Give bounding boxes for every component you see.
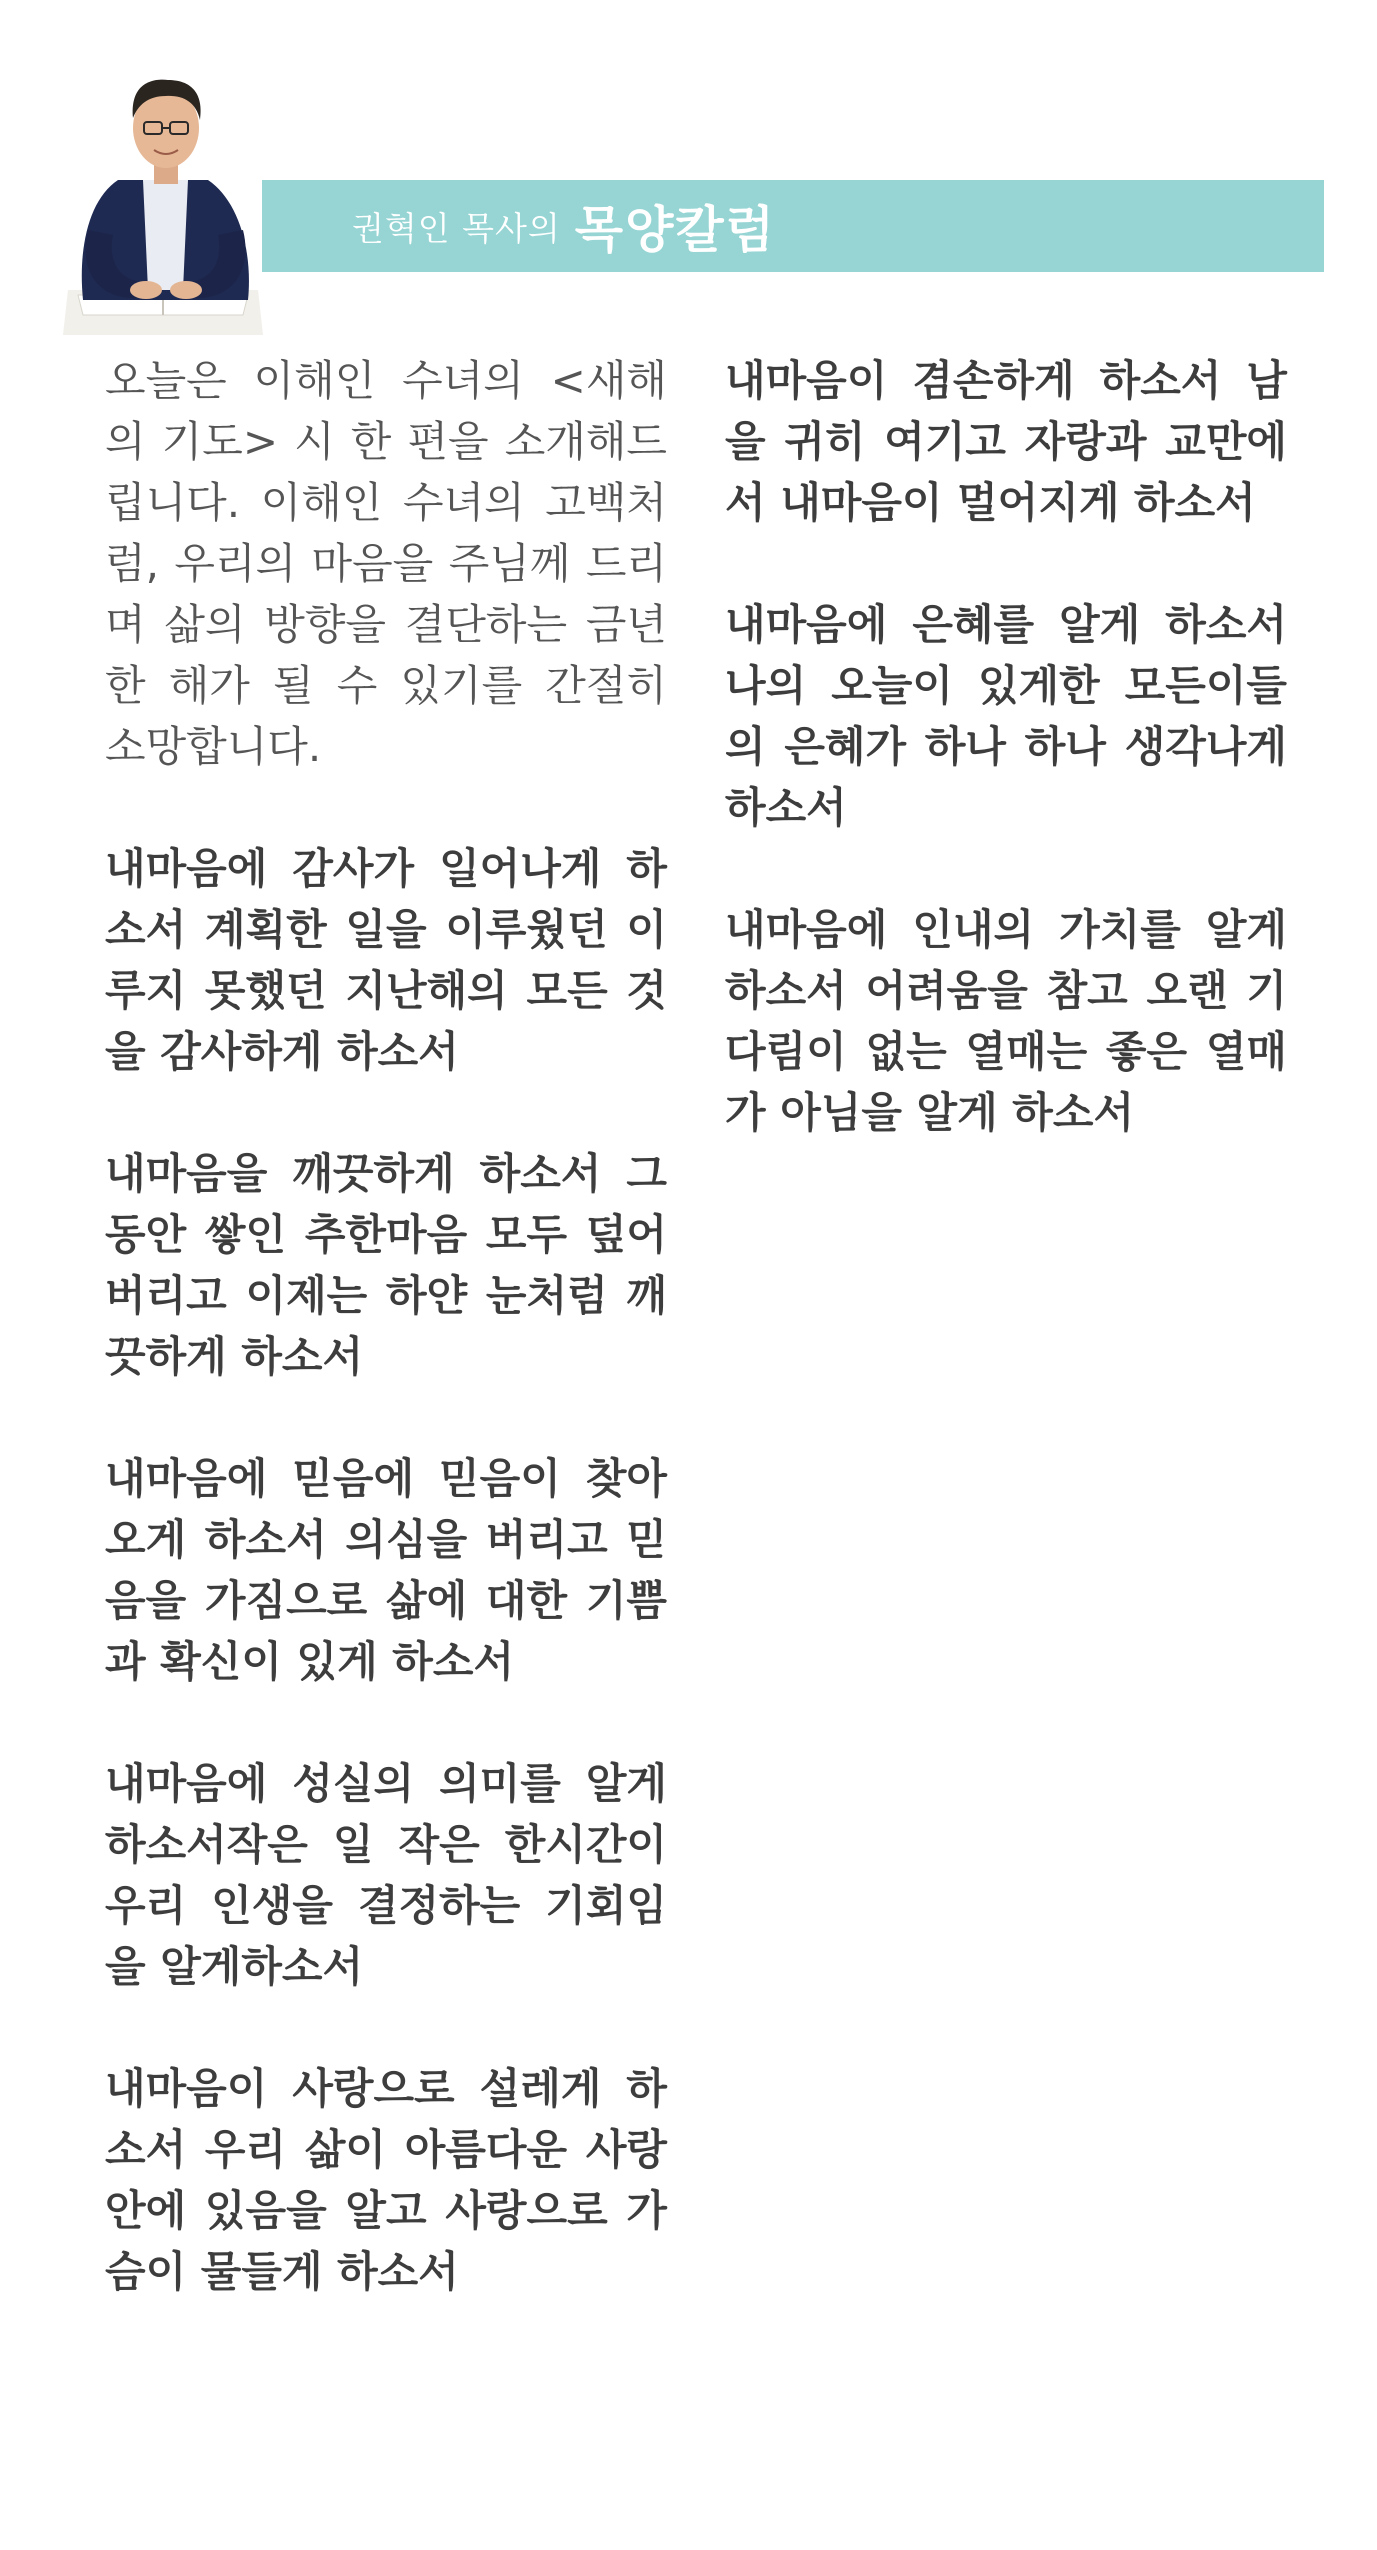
prayer-clean-heart: 내마음을 깨끗하게 하소서 그동안 쌓인 추한마음 모두 덮어버리고 이제는 하얀 눈처럼 깨끗하게 하소서 [105,1149,667,1381]
pastor-portrait-icon [58,50,273,335]
column-subtitle: 권혁인 목사의 [352,208,561,248]
prayer-love: 내마음이 사랑으로 설레게 하소서 우리 삶이 아름다운 사랑안에 있음을 알고 사랑으로 가슴이 물들게 하소서 [105,2064,667,2296]
prayer-sincerity: 내마음에 성실의 의미를 알게 하소서작은 일 작은 한시간이 우리 인생을 결정하는 기회임을 알게하소서 [105,1759,667,1991]
prayer-gratitude: 내마음에 감사가 일어나게 하소서 계획한 일을 이루웠던 이루지 못했던 지난해의 모든 것을 감사하게 하소서 [105,844,667,1076]
left-column [105,350,667,2363]
intro-paragraph: 오늘은 이해인 수녀의 <새해의 기도> 시 한 편을 소개해드립니다. 이해인 수녀의 고백처럼, 우리의 마음을 주님께 드리며 삶의 방향을 결단하는 금년 한 해가 될 수 있기를 간절히 소망합니다. [105,356,667,771]
column-title [352,180,776,272]
right-column [725,350,1287,1204]
column-name: 목양칼럼 [574,200,776,259]
prayer-humility: 내마음이 겸손하게 하소서 남을 귀히 여기고 자랑과 교만에서 내마음이 멀어지게 하소서 [725,356,1287,527]
prayer-grace: 내마음에 은혜를 알게 하소서 나의 오늘이 있게한 모든이들의 은혜가 하나 하나 생각나게 하소서 [725,600,1287,832]
prayer-patience: 내마음에 인내의 가치를 알게 하소서 어려움을 참고 오랜 기다림이 없는 열매는 좋은 열매가 아님을 알게 하소서 [725,905,1287,1137]
prayer-faith: 내마음에 믿음에 믿음이 찾아오게 하소서 의심을 버리고 믿음을 가짐으로 삶에 대한 기쁨과 확신이 있게 하소서 [105,1454,667,1686]
